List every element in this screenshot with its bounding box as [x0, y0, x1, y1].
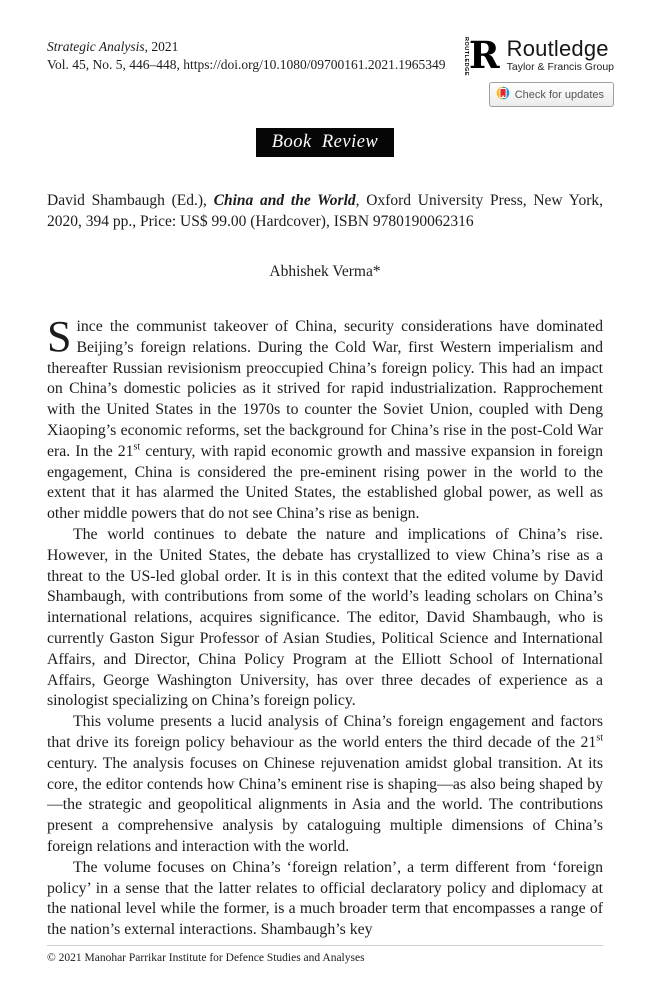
- routledge-r-icon: R: [468, 33, 500, 77]
- dropcap: S: [47, 317, 72, 361]
- routledge-logo-text: [507, 37, 614, 74]
- copyright-notice: © 2021 Manohar Parrikar Institute for Defence Studies and Analyses: [47, 952, 365, 964]
- publisher-branding: [462, 35, 614, 107]
- journal-info: [47, 38, 446, 73]
- publisher-name: Routledge: [506, 35, 609, 61]
- paragraph: This volume presents a lucid analysis of China’s foreign engagement and factors that drive its foreign policy behaviour as the world enters the third decade of the 21st century. The analysis focuses on Chinese rejuvenation amidst global transition. At its core, the editor contends how China’s eminent rise is shaping—as also being shaped by—the strategic and geopolitical alignments in Asia and the world. The contributions present a comprehensive analysis by cataloguing multiple dimensions of China’s foreign relations and interaction with the world.: [47, 713, 603, 855]
- check-for-updates-label: Check for updates: [514, 88, 604, 101]
- book-review-badge: Book Review: [256, 128, 395, 157]
- book-citation: David Shambaugh (Ed.), China and the World, Oxford University Press, New York, 2020, 394 pp., Price: US$ 99.00 (Hardcover), ISBN 9780190062316: [47, 192, 603, 230]
- page-footer: [47, 945, 603, 964]
- journal-title-line: Strategic Analysis, 2021: [47, 39, 179, 54]
- article-body: [47, 317, 603, 943]
- journal-volume-doi-line: Vol. 45, No. 5, 446–448, https://doi.org/10.1080/09700161.2021.1965349: [47, 56, 446, 72]
- paragraph: The volume focuses on China’s ‘foreign relation’, a term different from ‘foreign policy’ in a sense that the latter relates to official declaratory policy and diplomacy at the national level while the former, is a much broader term that encompasses a range of the nation’s external interactions. Shambaugh’s key: [47, 858, 603, 939]
- paragraph: The world continues to debate the nature and implications of China’s rise. However, in the United States, the debate has crystallized to view China’s rise as a threat to the US-led global order. It is in this context that the edited volume by David Shambaugh, with contributions from some of the world’s leading scholars on China’s international relations, acquires significance. The editor, David Shambaugh, who is currently Gaston Sigur Professor of Asian Studies, Political Science and International Affairs, and Director, China Policy Program at the Elliott School of International Affairs, George Washington University, has over three decades of experience as a sinologist specializing on China’s foreign policy.: [47, 525, 603, 710]
- check-for-updates-button[interactable]: [489, 82, 614, 107]
- routledge-logo: [462, 35, 614, 75]
- author-name: Abhishek Verma*: [269, 263, 381, 280]
- paragraph: Since the communist takeover of China, security considerations have dominated Beijing’s foreign relations. During the Cold War, first Western imperialism and thereafter Russian revisionism preoccupied China’s foreign policy. This had an impact on China’s domestic policies as it strived for rapid industrialization. Rapprochement with the United States in the 1970s to counter the Soviet Union, coupled with Deng Xiaoping’s economic reforms, set the background for China’s rise in the post-Cold War era. In the 21st century, with rapid economic growth and massive expansion in foreign engagement, China is considered the pre-eminent rising power in the world to the extent that it has alarmed the United States, the established global power, as well as other middle powers that do not see China’s rise as benign.: [47, 317, 603, 523]
- routledge-logo-mark: [462, 35, 500, 75]
- publisher-tagline: Taylor & Francis Group: [506, 60, 614, 73]
- crossmark-icon: [496, 86, 510, 103]
- routledge-vertical-text: ROUTLEDGE: [462, 37, 469, 77]
